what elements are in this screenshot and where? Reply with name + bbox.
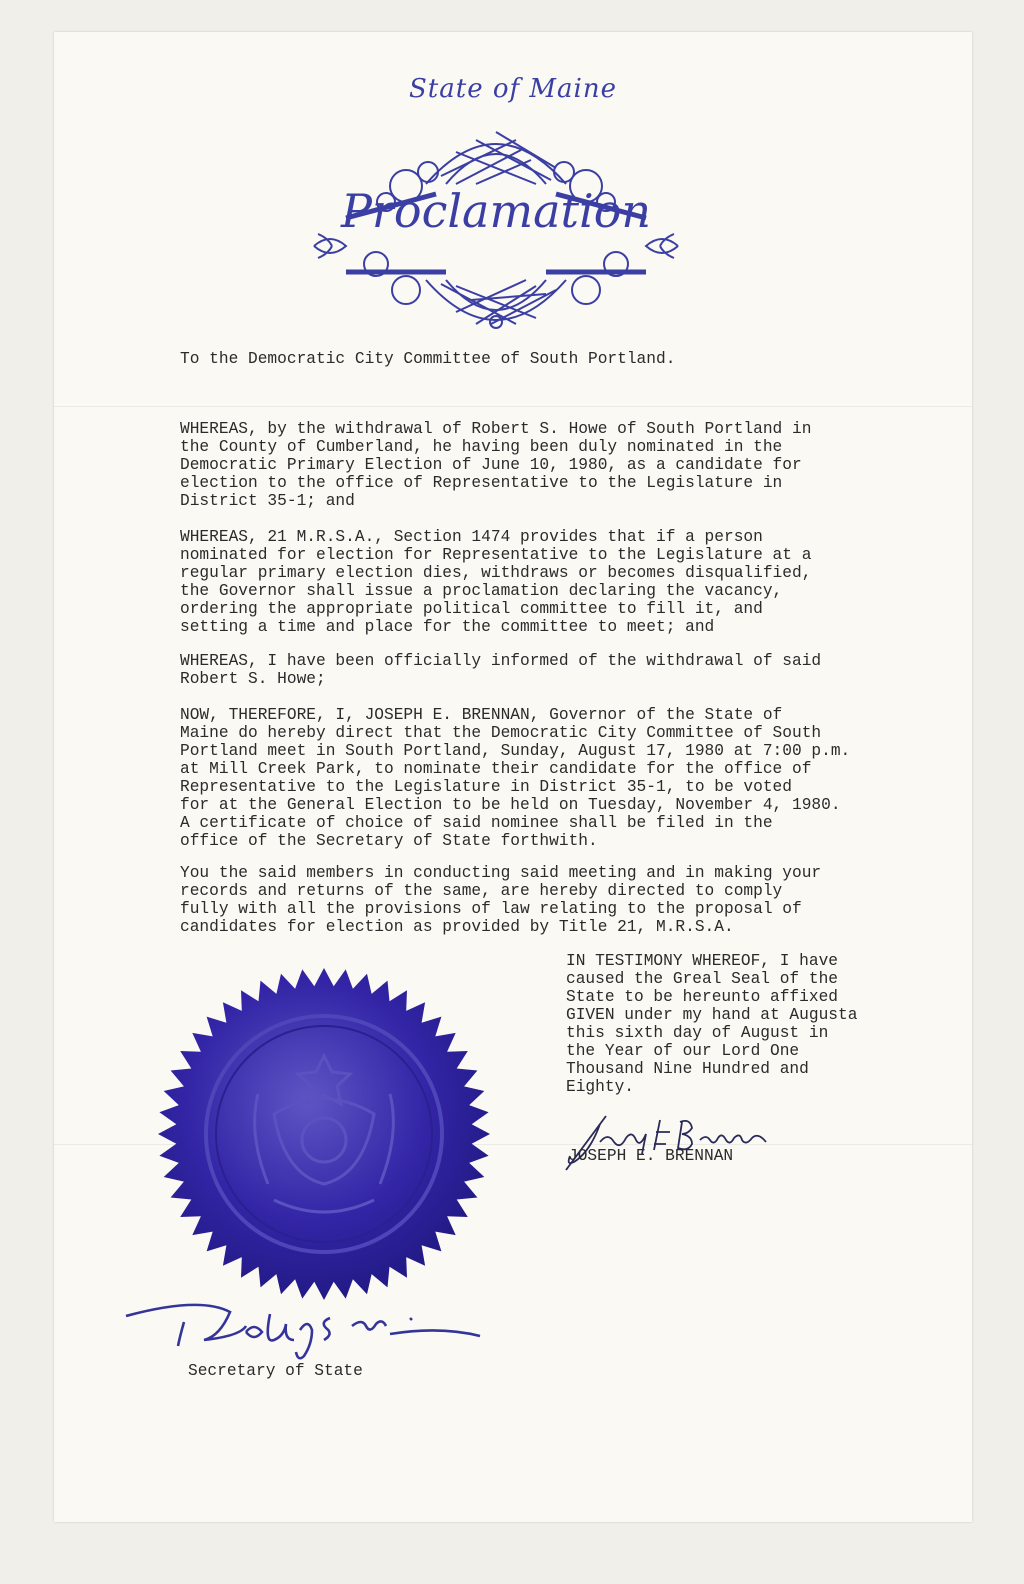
testimony-block: IN TESTIMONY WHEREOF, I have caused the Greal Seal of the State to be hereunto affixed GIVEN under my hand at Augusta this sixth day of August in the Year of our Lord One Thousand Nine Hundred and Eighty. — [566, 952, 858, 1096]
addressee-line: To the Democratic City Committee of South Portland. — [180, 350, 676, 368]
directive-paragraph: You the said members in conducting said meeting and in making your records and returns of the same, are hereby directed to comply fully with all the provisions of law relating to the proposal of candidates for election as provided by Title 21, M.R.S.A. — [180, 864, 822, 936]
great-seal — [154, 964, 494, 1304]
proclamation-banner-text: Proclamation — [340, 184, 652, 238]
whereas-paragraph-2: WHEREAS, 21 M.R.S.A., Section 1474 provides that if a person nominated for election for Representative to the Legislature at a regular primary election dies, withdraws or becomes disqualified, the Governor shall issue a proclamation declaring the vacancy, ordering the appropriate political committee to fill it, and setting a time and place for the committee to meet; and — [180, 528, 812, 636]
whereas-paragraph-3: WHEREAS, I have been officially informed of the withdrawal of said Robert S. Howe; — [180, 652, 822, 688]
state-title: State of Maine — [409, 74, 617, 104]
governor-name: JOSEPH E. BRENNAN — [568, 1147, 734, 1165]
proclamation-document — [54, 32, 972, 1522]
fold-line-upper — [54, 406, 972, 407]
secretary-of-state-label: Secretary of State — [188, 1362, 363, 1380]
now-therefore-paragraph: NOW, THEREFORE, I, JOSEPH E. BRENNAN, Governor of the State of Maine do hereby direct that the Democratic City Committee of South Portland meet in South Portland, Sunday, August 17, 1980 at 7:00 p.m. at Mill Creek Park, to nominate their candidate for the office of Representative to the Legislature in District 35-1, to be voted for at the General Election to be held on Tuesday, November 4, 1980. A certificate of choice of said nominee shall be filed in the office of the Secretary of State forthwith. — [180, 706, 851, 850]
whereas-paragraph-1: WHEREAS, by the withdrawal of Robert S. Howe of South Portland in the County of Cumberland, he having been duly nominated in the Democratic Primary Election of June 10, 1980, as a candidate for election to the office of Representative to the Legislature in District 35-1; and — [180, 420, 812, 510]
